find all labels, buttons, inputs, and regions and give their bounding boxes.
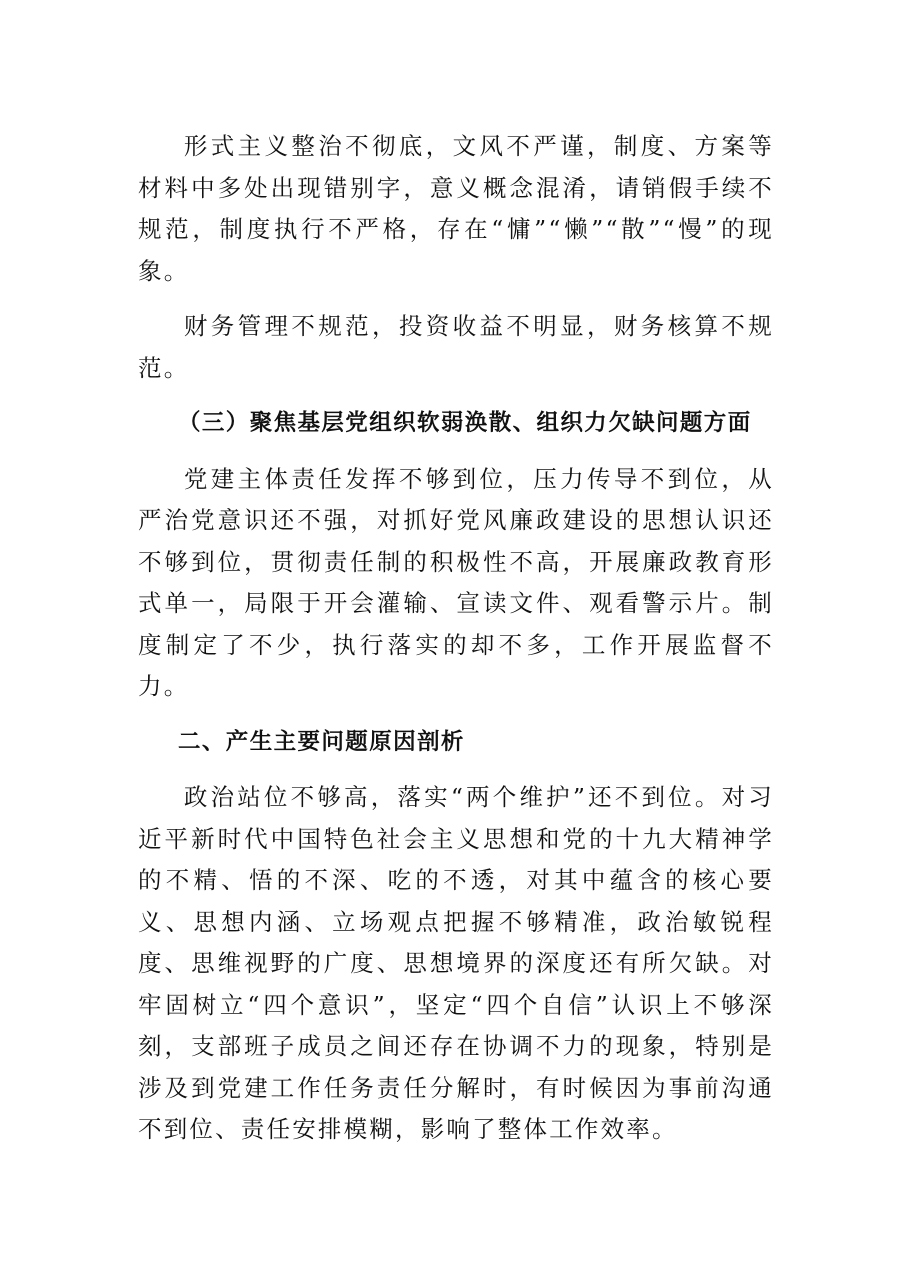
document-body <box>138 126 774 1151</box>
paragraph-cause-analysis: 政治站位不够高，落实“两个维护”还不到位。对习近平新时代中国特色社会主义思想和党的十九大精神学的不精、悟的不深、吃的不透，对其中蕴含的核心要义、思想内涵、立场观点把握不够精准，政治敏锐程度、思维视野的广度、思想境界的深度还有所欠缺。对牢固树立“四个意识”，坚定“四个自信”认识上不够深刻，支部班子成员之间还存在协调不力的现象，特别是涉及到党建工作任务责任分解时，有时候因为事前沟通不到位、责任安排模糊，影响了整体工作效率。 <box>138 783 774 1143</box>
section-heading-3: （三）聚焦基层党组织软弱涣散、组织力欠缺问题方面 <box>178 410 752 436</box>
paragraph-formalism: 形式主义整治不彻底，文风不严谨，制度、方案等材料中多处出现错别字，意义概念混淆，请销假手续不规范，制度执行不严格，存在“慵”“懒”“散”“慢”的现象。 <box>138 132 774 285</box>
paragraph-finance: 财务管理不规范，投资收益不明显，财务核算不规范。 <box>138 312 774 382</box>
section-heading-2: 二、产生主要问题原因剖析 <box>178 728 465 755</box>
paragraph-party-building: 党建主体责任发挥不够到位，压力传导不到位，从严治党意识还不强，对抓好党风廉政建设的思想认识还不够到位，贯彻责任制的积极性不高，开展廉政教育形式单一，局限于开会灌输、宣读文件、观看警示片。制度制定了不少，执行落实的却不多，工作开展监督不力。 <box>138 464 774 700</box>
